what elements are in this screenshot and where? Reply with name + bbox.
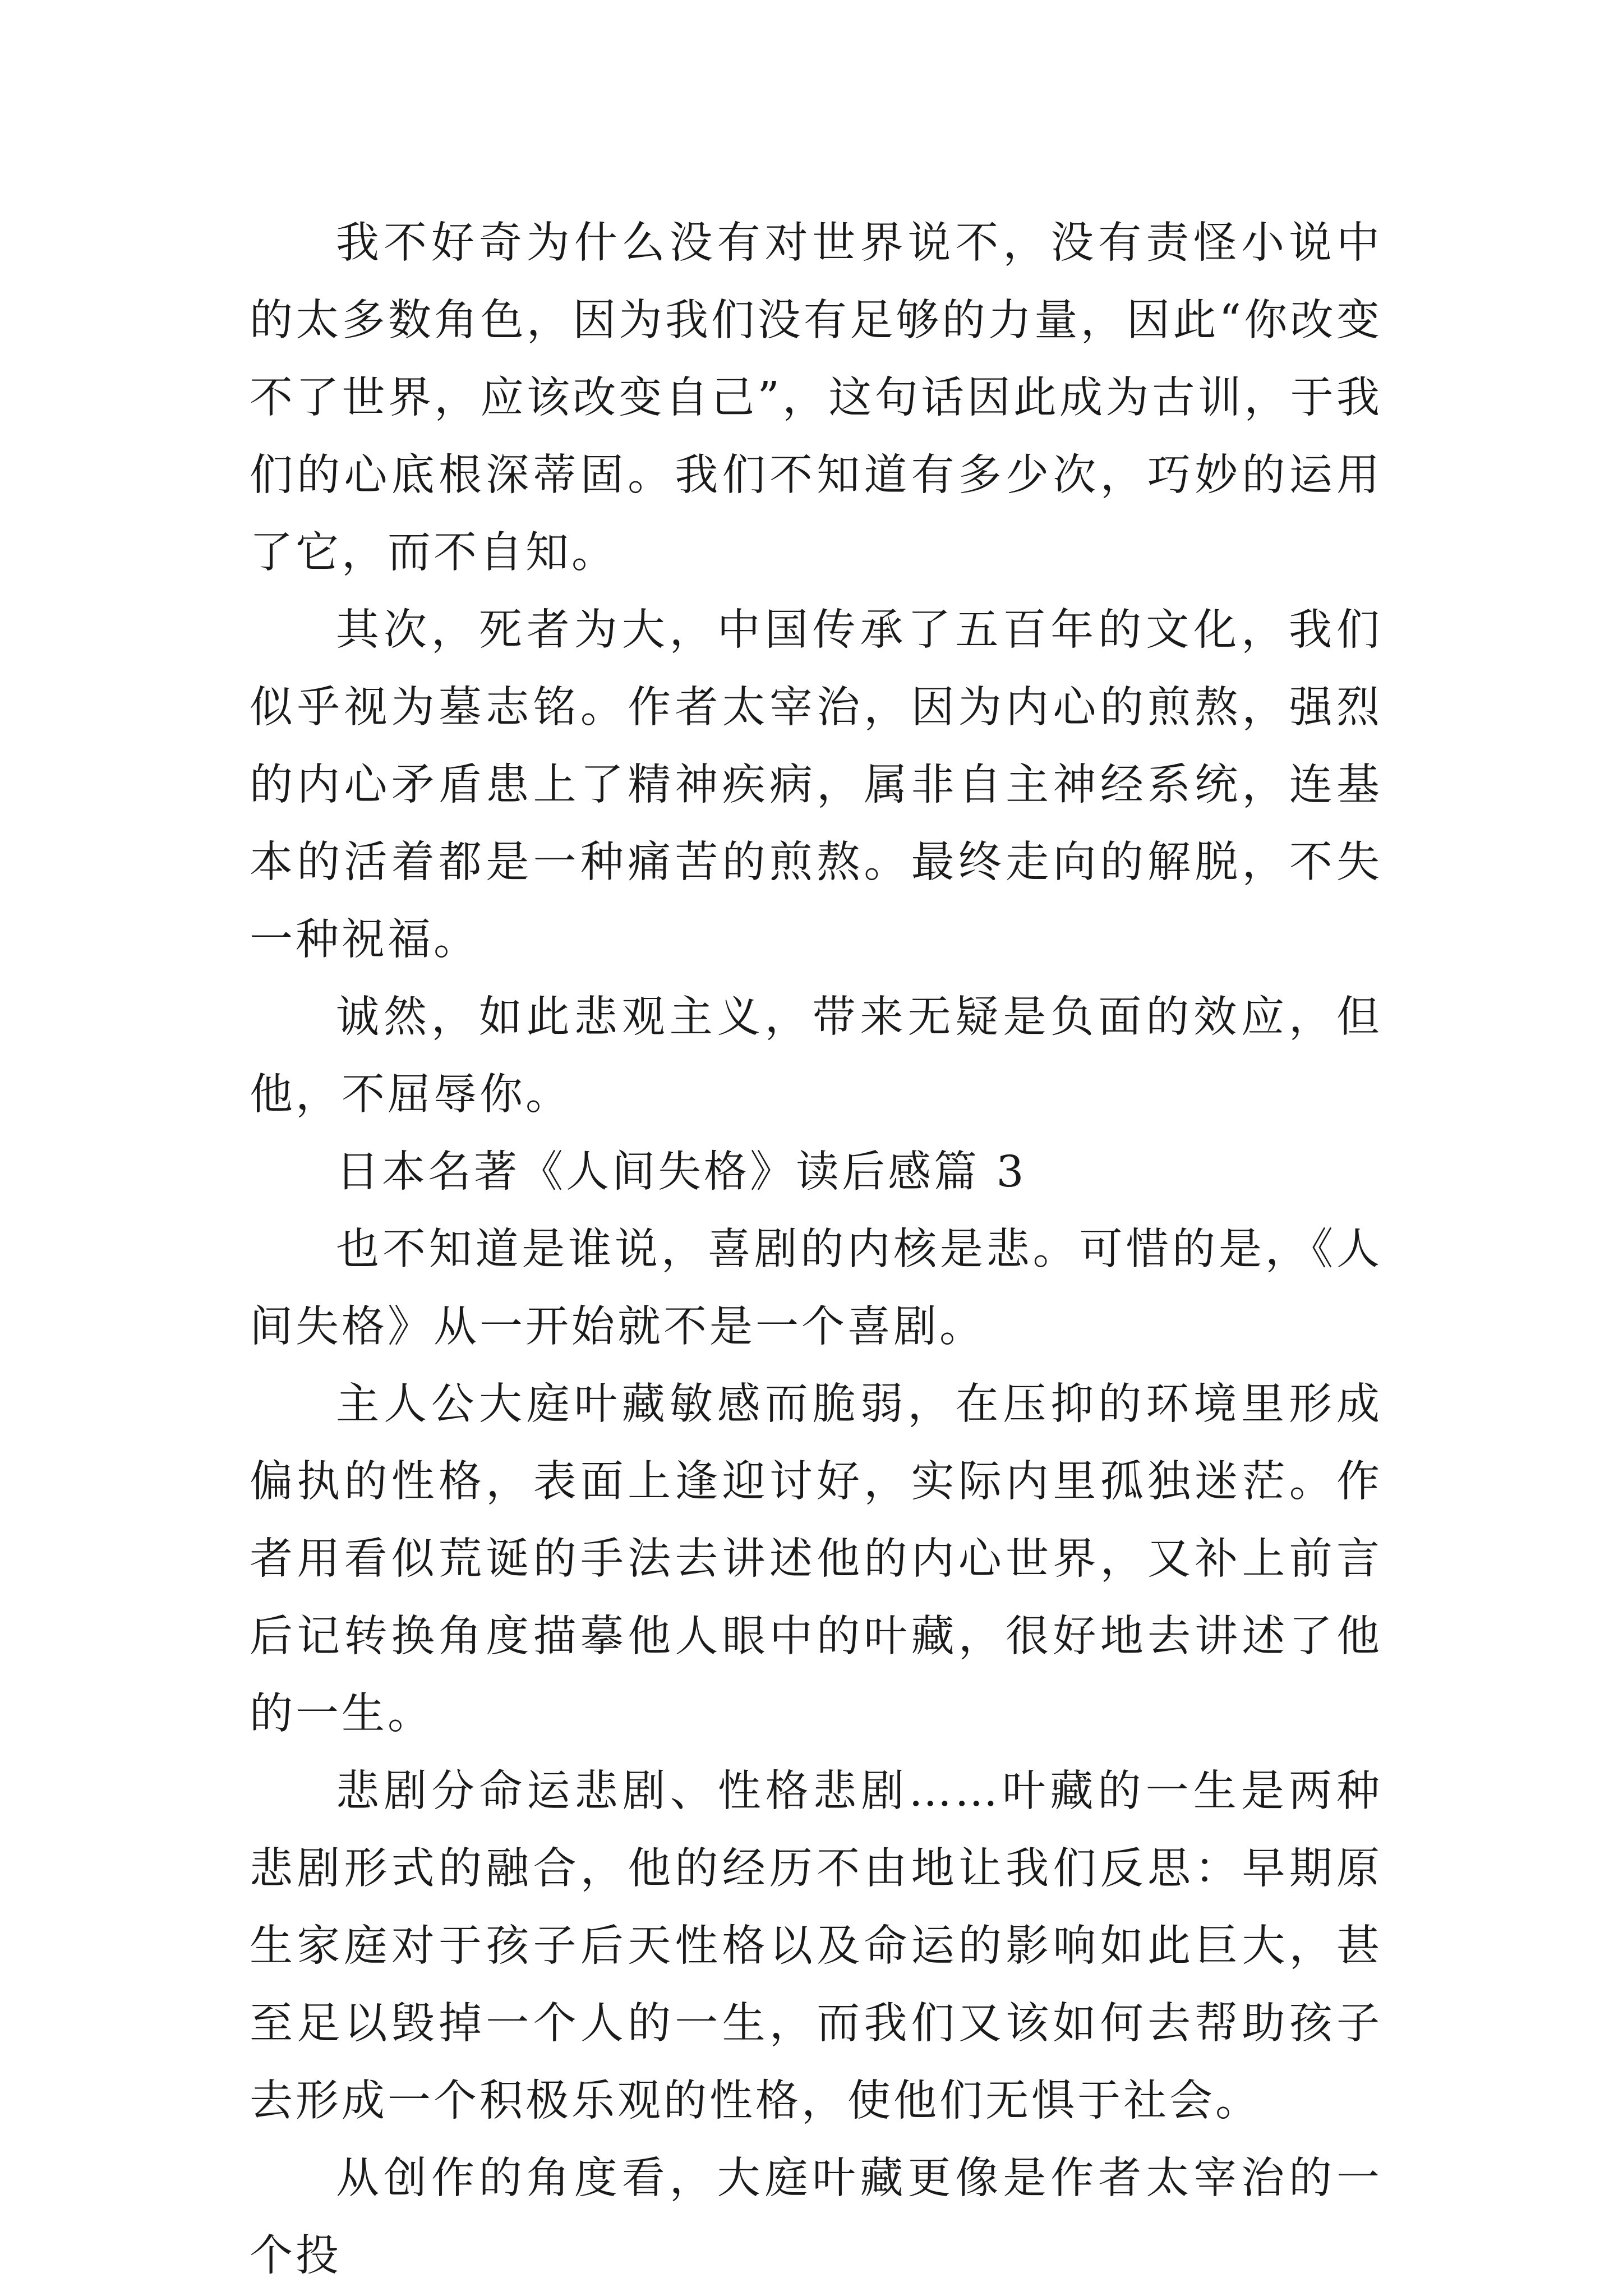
paragraph: 诚然，如此悲观主义，带来无疑是负面的效应，但他，不屈辱你。 [250,992,1382,1120]
paragraph: 其次，死者为大，中国传承了五百年的文化，我们似乎视为墓志铭。作者太宰治，因为内心的煎熬，强烈的内心矛盾患上了精神疾病，属非自主神经系统，连基本的活着都是一种痛苦的煎熬。最终走向的解脱，不失一种祝福。 [250,605,1382,965]
paragraph: 我不好奇为什么没有对世界说不，没有责怪小说中的太多数角色，因为我们没有足够的力量，因此“你改变不了世界，应该改变自己”，这句话因此成为古训，于我们的心底根深蒂固。我们不知道有多少次，巧妙的运用了它，而不自知。 [250,218,1382,578]
paragraph: 悲剧分命运悲剧、性格悲剧……叶藏的一生是两种悲剧形式的融合，他的经历不由地让我们反思：早期原生家庭对于孩子后天性格以及命运的影响如此巨大，甚至足以毁掉一个人的一生，而我们又该如何去帮助孩子去形成一个积极乐观的性格，使他们无惧于社会。 [250,1766,1382,2126]
paragraph: 也不知道是谁说，喜剧的内核是悲。可惜的是，《人间失格》从一开始就不是一个喜剧。 [250,1225,1382,1352]
document-body [250,205,1382,2295]
paragraph: 主人公大庭叶藏敏感而脆弱，在压抑的环境里形成偏执的性格，表面上逢迎讨好，实际内里孤独迷茫。作者用看似荒诞的手法去讲述他的内心世界，又补上前言后记转换角度描摹他人眼中的叶藏，很好地去讲述了他的一生。 [250,1379,1382,1739]
paragraph: 从创作的角度看，大庭叶藏更像是作者太宰治的一个投 [250,2154,1382,2281]
section-heading: 日本名著《人间失格》读后感篇 3 [336,1147,1027,1197]
